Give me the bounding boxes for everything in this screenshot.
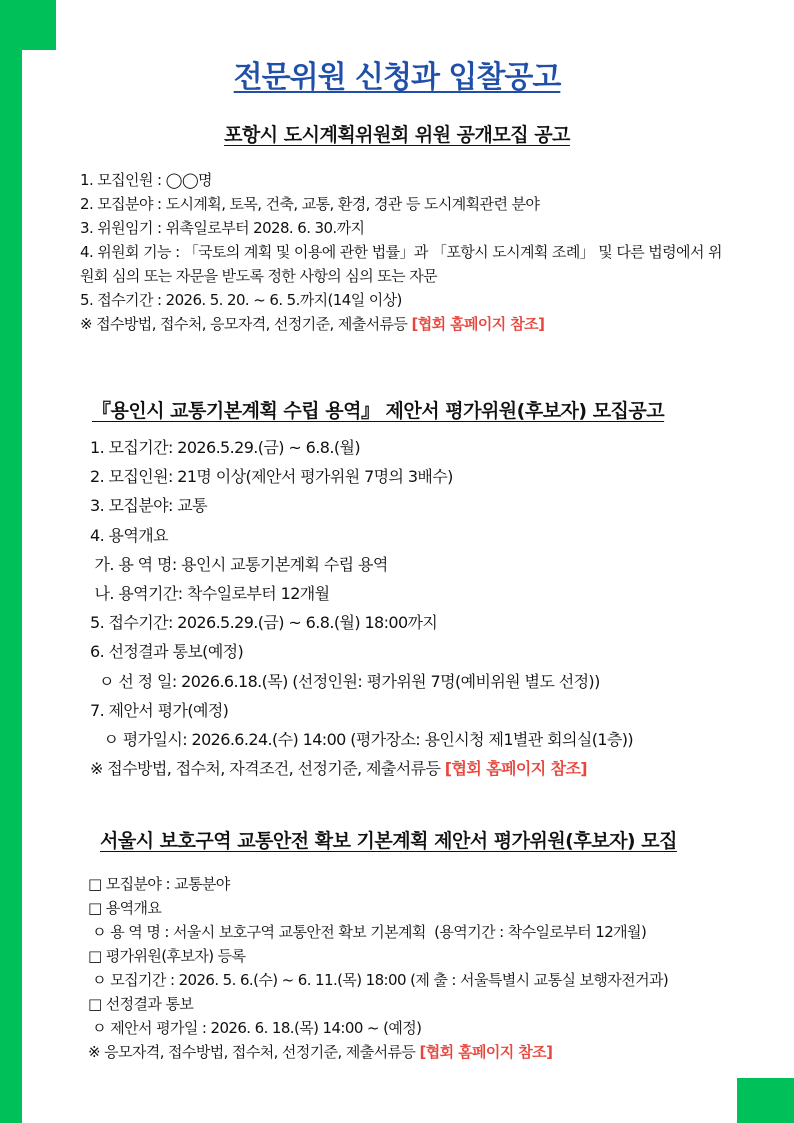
section1-line: 2. 모집분야 : 도시계획, 토목, 건축, 교통, 환경, 경관 등 도시계획관련 분야 xyxy=(80,195,540,213)
section2-heading: 『용인시 교통기본계획 수립 용역』 제안서 평가위원(후보자) 모집공고 xyxy=(92,400,665,422)
section2-line: 1. 모집기간: 2026.5.29.(금) ~ 6.8.(월) xyxy=(90,438,360,457)
section2-line: 4. 용역개요 xyxy=(90,525,168,545)
section3-reference: [협회 홈페이지 참조] xyxy=(419,1043,553,1061)
section2-line: ㅇ 선 정 일: 2026.6.18.(목) (선정인원: 평가위원 7명(예비위원 별도 선정)) xyxy=(90,671,600,691)
section1-line: 1. 모집인원 : ◯◯명 xyxy=(80,171,212,189)
section2-line: ㅇ 평가일시: 2026.6.24.(수) 14:00 (평가장소: 용인시청 제1별관 회의실(1층)) xyxy=(90,729,634,749)
section3-body xyxy=(88,872,728,1064)
section1-note-text: ※ 접수방법, 접수처, 응모자격, 선정기준, 제출서류등 xyxy=(80,315,412,333)
section3-line: ㅇ 제안서 평가일 : 2026. 6. 18.(목) 14:00 ~ (예정) xyxy=(88,1019,422,1037)
section1-note xyxy=(80,312,730,336)
section2-line: 7. 제안서 평가(예정) xyxy=(90,700,229,720)
section3-heading: 서울시 보호구역 교통안전 확보 기본계획 제안서 평가위원(후보자) 모집 xyxy=(100,830,677,852)
section1-body xyxy=(80,168,730,336)
section2-line: 2. 모집인원: 21명 이상(제안서 평가위원 7명의 3배수) xyxy=(90,467,453,487)
accent-block-bottom-right xyxy=(737,1078,794,1123)
section3-line: □ 선정결과 통보 xyxy=(88,995,194,1013)
section2-line: 가. 용 역 명: 용인시 교통기본계획 수립 용역 xyxy=(90,554,388,574)
page-title: 전문위원 신청과 입찰공고 xyxy=(233,60,561,95)
accent-block-top xyxy=(22,0,56,50)
section3-line: □ 용역개요 xyxy=(88,899,162,917)
section2-line: 5. 접수기간: 2026.5.29.(금) ~ 6.8.(월) 18:00까지 xyxy=(90,613,438,633)
accent-bar-left xyxy=(0,0,22,1123)
section2-reference: [협회 홈페이지 참조] xyxy=(444,759,588,779)
section1-line: 5. 접수기간 : 2026. 5. 20. ~ 6. 5.까지(14일 이상) xyxy=(80,291,402,309)
section2-note xyxy=(90,754,730,783)
section3-line: ㅇ 용 역 명 : 서울시 보호구역 교통안전 확보 기본계획 (용역기간 : 착수일로부터 12개월) xyxy=(88,923,647,941)
section3-line: ㅇ 모집기간 : 2026. 5. 6.(수) ~ 6. 11.(목) 18:00 (제 출 : 서울특별시 교통실 보행자전거과) xyxy=(88,971,669,989)
section1-line: 3. 위원임기 : 위촉일로부터 2028. 6. 30.까지 xyxy=(80,219,365,237)
section1-line: 4. 위원회 기능 : 「국토의 계획 및 이용에 관한 법률」과 「포항시 도시계획 조례」 및 다른 법령에서 위원회 심의 또는 자문을 받도록 정한 사항의 심의 또는 자문 xyxy=(80,243,722,285)
section2-line: 나. 용역기간: 착수일로부터 12개월 xyxy=(90,583,330,603)
section2-note-text: ※ 접수방법, 접수처, 자격조건, 선정기준, 제출서류등 xyxy=(90,759,445,779)
section1-heading: 포항시 도시계획위원회 위원 공개모집 공고 xyxy=(224,124,570,146)
section2-line: 3. 모집분야: 교통 xyxy=(90,496,207,516)
section3-line: □ 평가위원(후보자) 등록 xyxy=(88,947,246,965)
section2-line: 6. 선정결과 통보(예정) xyxy=(90,642,244,662)
section3-line: □ 모집분야 : 교통분야 xyxy=(88,875,230,893)
section1-reference: [협회 홈페이지 참조] xyxy=(411,315,545,333)
section3-note-text: ※ 응모자격, 접수방법, 접수처, 선정기준, 제출서류등 xyxy=(88,1043,420,1061)
section3-note xyxy=(88,1040,728,1064)
section2-body xyxy=(90,433,730,783)
